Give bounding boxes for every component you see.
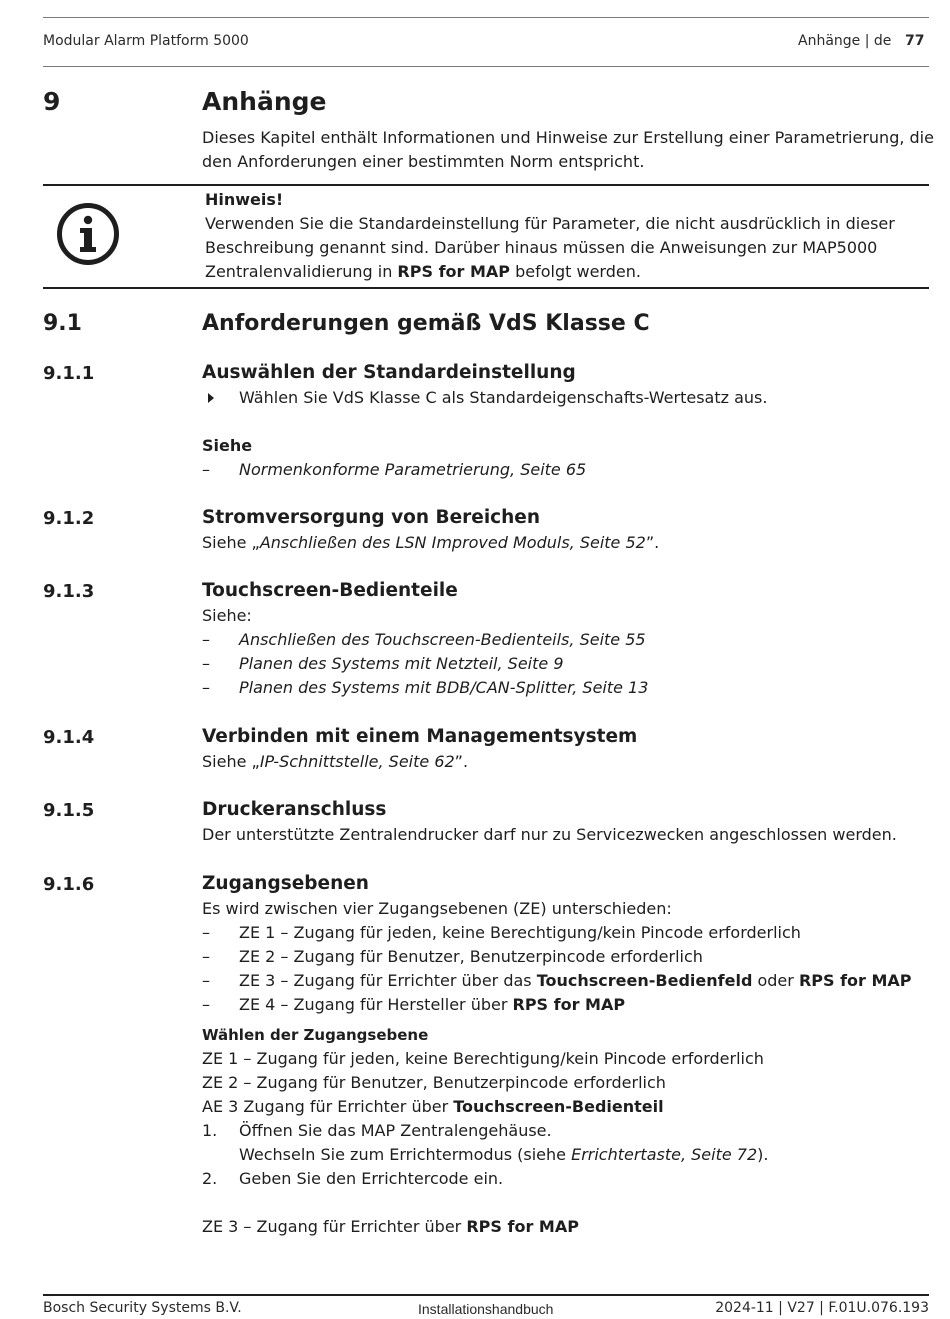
body-text: Es wird zwischen vier Zugangsebenen (ZE) unterschieden: — [202, 899, 672, 918]
header-bottom-rule — [43, 66, 929, 67]
notice-line: Beschreibung genannt sind. Darüber hinaus müssen die Anweisungen zur MAP5000 — [205, 238, 878, 257]
footer-company: Bosch Security Systems B.V. — [43, 1300, 242, 1316]
list-item: ZE 3 – Zugang für Errichter über das Touchscreen-Bedienfeld oder RPS for MAP — [239, 971, 912, 990]
footer-version: 2024-11 | V27 | F.01U.076.193 — [715, 1300, 929, 1316]
step-text: Wechseln Sie zum Errichtermodus (siehe Errichtertaste, Seite 72). — [239, 1145, 769, 1164]
subsection-number: 9.1.5 — [43, 800, 95, 821]
footer-rule — [43, 1294, 929, 1296]
see-label: Siehe — [202, 436, 253, 455]
subsection-title: Druckeranschluss — [202, 799, 387, 820]
see-label: Siehe: — [202, 606, 252, 625]
body-text: ZE 3 – Zugang für Errichter über RPS for MAP — [202, 1217, 579, 1236]
header-page-number: 77 — [905, 33, 925, 49]
procedure-title: Wählen der Zugangsebene — [202, 1026, 429, 1044]
header-top-rule — [43, 17, 929, 18]
dash-bullet: – — [202, 460, 210, 479]
step-number: 1. — [202, 1121, 218, 1140]
step-arrow-icon — [208, 393, 214, 403]
body-text: Der unterstützte Zentralendrucker darf nur zu Servicezwecken angeschlossen werden. — [202, 825, 897, 844]
notice-top-rule — [43, 184, 929, 186]
dash-bullet: – — [202, 947, 210, 966]
cross-reference-link[interactable]: Errichtertaste, Seite 72 — [571, 1145, 758, 1164]
subsection-number: 9.1.6 — [43, 874, 95, 895]
dash-bullet: – — [202, 654, 210, 673]
step-text: Öffnen Sie das MAP Zentralengehäuse. — [239, 1121, 552, 1140]
cross-reference-link[interactable]: Planen des Systems mit Netzteil, Seite 9 — [239, 654, 564, 673]
dash-bullet: – — [202, 630, 210, 649]
chapter-title: Anhänge — [202, 87, 327, 116]
info-icon — [56, 202, 120, 266]
notice-title: Hinweis! — [205, 190, 284, 209]
subsection-title: Auswählen der Standardeinstellung — [202, 362, 576, 383]
footer-document: Installationshandbuch — [418, 1301, 554, 1317]
product-name: RPS for MAP — [397, 262, 511, 281]
list-item: ZE 4 – Zugang für Hersteller über RPS for MAP — [239, 995, 626, 1014]
subsection-number: 9.1.3 — [43, 581, 95, 602]
dash-bullet: – — [202, 995, 210, 1014]
step-number: 2. — [202, 1169, 218, 1188]
list-item: ZE 1 – Zugang für jeden, keine Berechtigung/kein Pincode erforderlich — [239, 923, 801, 942]
notice-line: Zentralenvalidierung in RPS for MAP befolgt werden. — [205, 262, 641, 281]
cross-reference-link[interactable]: IP-Schnittstelle, Seite 62 — [259, 752, 455, 771]
chapter-intro-line: den Anforderungen einer bestimmten Norm entspricht. — [202, 152, 645, 171]
see-reference: Siehe „IP-Schnittstelle, Seite 62”. — [202, 752, 469, 771]
subsection-number: 9.1.4 — [43, 727, 95, 748]
body-text: ZE 2 – Zugang für Benutzer, Benutzerpincode erforderlich — [202, 1073, 666, 1092]
list-item: ZE 2 – Zugang für Benutzer, Benutzerpincode erforderlich — [239, 947, 703, 966]
subsection-title: Stromversorgung von Bereichen — [202, 507, 541, 528]
header-section: Anhänge | de — [798, 33, 892, 49]
step-text: Wählen Sie VdS Klasse C als Standardeigenschafts-Wertesatz aus. — [239, 388, 768, 407]
subsection-number: 9.1.2 — [43, 508, 95, 529]
subsection-number: 9.1.1 — [43, 363, 95, 384]
cross-reference-link[interactable]: Normenkonforme Parametrierung, Seite 65 — [239, 460, 587, 479]
chapter-intro-line: Dieses Kapitel enthält Informationen und Hinweise zur Erstellung einer Parametrierung, die — [202, 128, 934, 147]
cross-reference-link[interactable]: Anschließen des LSN Improved Moduls, Seite 52 — [259, 533, 646, 552]
body-text: AE 3 Zugang für Errichter über Touchscreen-Bedienteil — [202, 1097, 664, 1116]
dash-bullet: – — [202, 678, 210, 697]
notice-bottom-rule — [43, 287, 929, 289]
dash-bullet: – — [202, 923, 210, 942]
notice-line: Verwenden Sie die Standardeinstellung für Parameter, die nicht ausdrücklich in dieser — [205, 214, 895, 233]
step-text: Geben Sie den Errichtercode ein. — [239, 1169, 504, 1188]
section-number: 9.1 — [43, 311, 82, 336]
see-reference: Siehe „Anschließen des LSN Improved Moduls, Seite 52”. — [202, 533, 660, 552]
header-product: Modular Alarm Platform 5000 — [43, 33, 249, 49]
chapter-number: 9 — [43, 87, 61, 116]
cross-reference-link[interactable]: Planen des Systems mit BDB/CAN-Splitter, Seite 13 — [239, 678, 649, 697]
dash-bullet: – — [202, 971, 210, 990]
cross-reference-link[interactable]: Anschließen des Touchscreen-Bedienteils, Seite 55 — [239, 630, 646, 649]
body-text: ZE 1 – Zugang für jeden, keine Berechtigung/kein Pincode erforderlich — [202, 1049, 764, 1068]
section-title: Anforderungen gemäß VdS Klasse C — [202, 311, 650, 336]
subsection-title: Zugangsebenen — [202, 873, 369, 894]
subsection-title: Touchscreen-Bedienteile — [202, 580, 458, 601]
subsection-title: Verbinden mit einem Managementsystem — [202, 726, 638, 747]
